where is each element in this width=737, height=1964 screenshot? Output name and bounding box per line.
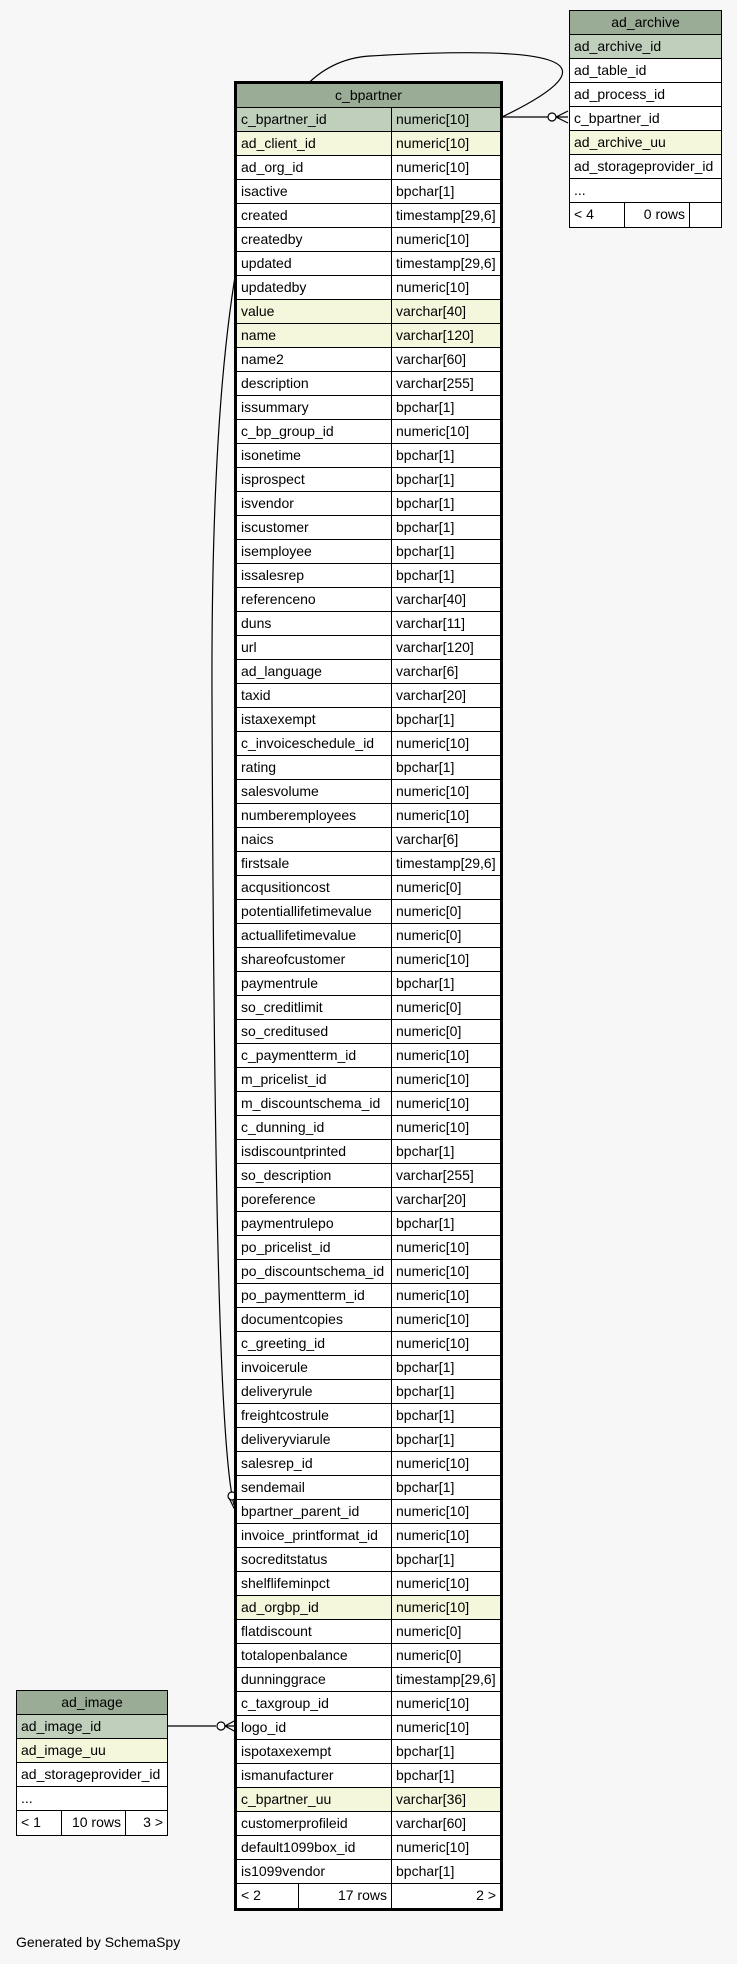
column-name: ad_process_id [574, 86, 666, 102]
column-name: url [237, 636, 392, 659]
column-name: isvendor [237, 492, 392, 515]
column-type: varchar[36] [396, 1791, 467, 1807]
table-row[interactable] [237, 276, 500, 300]
column-name: c_paymentterm_id [237, 1044, 392, 1067]
table-row[interactable] [237, 1068, 500, 1092]
column-type: bpchar[1] [396, 495, 455, 511]
column-type: bpchar[1] [396, 1551, 455, 1567]
column-type: numeric[0] [396, 927, 462, 943]
table-row[interactable] [17, 1763, 167, 1787]
column-type: numeric[10] [396, 807, 470, 823]
column-name: created [237, 204, 392, 227]
column-type: numeric[10] [396, 1695, 470, 1711]
column-name: ad_table_id [574, 62, 647, 78]
column-type: numeric[0] [396, 1623, 462, 1639]
column-name: rating [237, 756, 392, 779]
table-row[interactable] [237, 540, 500, 564]
column-name: socreditstatus [237, 1548, 392, 1571]
column-name: naics [237, 828, 392, 851]
column-name: so_creditused [237, 1020, 392, 1043]
column-name: paymentrule [237, 972, 392, 995]
column-type: varchar[20] [396, 1191, 467, 1207]
column-name: c_greeting_id [237, 1332, 392, 1355]
column-type: numeric[10] [396, 1047, 470, 1063]
table-row[interactable] [570, 107, 721, 131]
column-name: ad_storageprovider_id [21, 1766, 161, 1782]
table-row[interactable] [237, 564, 500, 588]
column-type: varchar[40] [396, 591, 467, 607]
column-type: numeric[0] [396, 999, 462, 1015]
table-row[interactable] [237, 228, 500, 252]
table-row[interactable] [17, 1715, 167, 1739]
column-type: bpchar[1] [396, 975, 455, 991]
column-type: bpchar[1] [396, 1143, 455, 1159]
table-row[interactable] [237, 708, 500, 732]
column-name: sendemail [237, 1476, 392, 1499]
table-row[interactable] [237, 444, 500, 468]
table-row[interactable] [237, 852, 500, 876]
column-type: varchar[120] [396, 327, 474, 343]
table-footer [237, 1884, 500, 1908]
column-name: ad_language [237, 660, 392, 683]
column-name: ad_orgbp_id [237, 1596, 392, 1619]
table-header[interactable]: ad_archive [570, 11, 721, 35]
column-type: varchar[60] [396, 351, 467, 367]
column-name: c_invoiceschedule_id [237, 732, 392, 755]
column-name: c_bpartner_id [574, 110, 660, 126]
relation-archive-optional-marker [548, 113, 556, 121]
relation-image-optional-marker [217, 1722, 225, 1730]
table-row[interactable] [237, 204, 500, 228]
table-row[interactable] [237, 1500, 500, 1524]
children-link[interactable] [690, 203, 721, 227]
column-name: is1099vendor [237, 1860, 392, 1883]
column-type: numeric[10] [396, 1719, 470, 1735]
column-name: acqusitioncost [237, 876, 392, 899]
table-row[interactable] [237, 684, 500, 708]
column-type: numeric[10] [396, 1839, 470, 1855]
table-row[interactable] [237, 1836, 500, 1860]
column-type: bpchar[1] [396, 759, 455, 775]
column-type: varchar[255] [396, 375, 474, 391]
table-row[interactable] [570, 131, 721, 155]
table-row[interactable] [237, 972, 500, 996]
column-name: deliveryrule [237, 1380, 392, 1403]
table-header[interactable]: c_bpartner [237, 84, 500, 108]
column-type: numeric[10] [396, 1527, 470, 1543]
table-row[interactable] [570, 83, 721, 107]
column-name: isdiscountprinted [237, 1140, 392, 1163]
column-name: ... [574, 182, 586, 198]
row-count: 10 rows [62, 1811, 126, 1835]
column-type: numeric[10] [396, 1311, 470, 1327]
table-row[interactable] [237, 1236, 500, 1260]
column-name: ad_storageprovider_id [574, 158, 714, 174]
column-type: timestamp[29,6] [396, 255, 496, 271]
table-row[interactable] [237, 588, 500, 612]
table-row[interactable] [237, 492, 500, 516]
table-row[interactable] [237, 1668, 500, 1692]
column-type: varchar[60] [396, 1815, 467, 1831]
column-name: salesvolume [237, 780, 392, 803]
row-count: 17 rows [299, 1884, 392, 1908]
table-row[interactable] [570, 59, 721, 83]
table-row[interactable] [237, 1860, 500, 1884]
column-type: numeric[10] [396, 735, 470, 751]
column-name: bpartner_parent_id [237, 1500, 392, 1523]
column-name: default1099box_id [237, 1836, 392, 1859]
column-type: varchar[6] [396, 663, 459, 679]
table-row[interactable] [237, 1404, 500, 1428]
column-name: so_creditlimit [237, 996, 392, 1019]
column-type: varchar[20] [396, 687, 467, 703]
column-type: numeric[10] [396, 1335, 470, 1351]
table-row[interactable] [570, 179, 721, 203]
table-row[interactable] [237, 828, 500, 852]
column-name: ad_image_id [21, 1718, 102, 1734]
table-row[interactable] [237, 1332, 500, 1356]
children-link[interactable]: 2 > [476, 1887, 496, 1903]
column-name: taxid [237, 684, 392, 707]
column-name: createdby [237, 228, 392, 251]
column-type: numeric[10] [396, 231, 470, 247]
table-row[interactable] [237, 1284, 500, 1308]
column-name: paymentrulepo [237, 1212, 392, 1235]
column-name: isonetime [237, 444, 392, 467]
table-header[interactable]: ad_image [17, 1691, 167, 1715]
column-type: bpchar[1] [396, 1743, 455, 1759]
table-ad-archive [569, 10, 722, 228]
column-type: timestamp[29,6] [396, 1671, 496, 1687]
column-type: bpchar[1] [396, 471, 455, 487]
column-type: bpchar[1] [396, 1359, 455, 1375]
column-name: salesrep_id [237, 1452, 392, 1475]
table-row[interactable] [237, 1212, 500, 1236]
table-row[interactable] [237, 1092, 500, 1116]
column-type: bpchar[1] [396, 1863, 455, 1879]
column-type: numeric[10] [396, 1095, 470, 1111]
table-row[interactable] [237, 780, 500, 804]
column-name: deliveryviarule [237, 1428, 392, 1451]
relation-archive-crowfoot [556, 111, 568, 123]
column-type: numeric[10] [396, 1239, 470, 1255]
column-type: bpchar[1] [396, 567, 455, 583]
table-row[interactable] [237, 1596, 500, 1620]
column-name: ad_org_id [237, 156, 392, 179]
column-name: totalopenbalance [237, 1644, 392, 1667]
column-name: so_description [237, 1164, 392, 1187]
column-name: invoice_printformat_id [237, 1524, 392, 1547]
column-type: numeric[10] [396, 423, 470, 439]
table-row[interactable] [570, 35, 721, 59]
table-row[interactable] [237, 876, 500, 900]
column-type: numeric[10] [396, 1599, 470, 1615]
column-type: timestamp[29,6] [396, 207, 496, 223]
table-row[interactable] [17, 1787, 167, 1811]
column-type: numeric[10] [396, 159, 470, 175]
column-type: numeric[10] [396, 1071, 470, 1087]
column-name: numberemployees [237, 804, 392, 827]
column-type: numeric[10] [396, 279, 470, 295]
table-row[interactable] [237, 636, 500, 660]
table-row[interactable] [237, 1020, 500, 1044]
table-row[interactable] [237, 252, 500, 276]
table-row[interactable] [237, 1356, 500, 1380]
column-name: m_pricelist_id [237, 1068, 392, 1091]
column-type: numeric[10] [396, 1575, 470, 1591]
column-type: numeric[10] [396, 783, 470, 799]
table-row[interactable] [237, 1764, 500, 1788]
table-row[interactable] [237, 1572, 500, 1596]
table-row[interactable] [237, 1164, 500, 1188]
column-type: numeric[0] [396, 879, 462, 895]
row-count: 0 rows [625, 203, 690, 227]
table-row[interactable] [237, 1260, 500, 1284]
column-type: bpchar[1] [396, 1479, 455, 1495]
column-type: varchar[120] [396, 639, 474, 655]
table-row[interactable] [237, 1140, 500, 1164]
column-name: freightcostrule [237, 1404, 392, 1427]
column-name: po_pricelist_id [237, 1236, 392, 1259]
column-type: bpchar[1] [396, 1431, 455, 1447]
column-type: bpchar[1] [396, 1383, 455, 1399]
column-name: shelflifeminpct [237, 1572, 392, 1595]
column-name: istaxexempt [237, 708, 392, 731]
column-name: customerprofileid [237, 1812, 392, 1835]
column-name: logo_id [237, 1716, 392, 1739]
column-name: dunninggrace [237, 1668, 392, 1691]
table-row[interactable] [237, 180, 500, 204]
table-row[interactable] [570, 155, 721, 179]
generated-by-note: Generated by SchemaSpy [16, 1934, 181, 1950]
table-row[interactable] [237, 1476, 500, 1500]
column-type: numeric[10] [396, 135, 470, 151]
table-row[interactable] [237, 1716, 500, 1740]
column-name: potentiallifetimevalue [237, 900, 392, 923]
parents-link[interactable]: < 1 [17, 1811, 62, 1835]
column-name: c_bp_group_id [237, 420, 392, 443]
column-name: description [237, 372, 392, 395]
table-row[interactable] [237, 300, 500, 324]
column-name: isemployee [237, 540, 392, 563]
column-type: varchar[11] [396, 615, 465, 631]
column-type: numeric[10] [396, 1287, 470, 1303]
column-type: bpchar[1] [396, 519, 455, 535]
column-name: c_dunning_id [237, 1116, 392, 1139]
column-name: po_discountschema_id [237, 1260, 392, 1283]
column-type: bpchar[1] [396, 399, 455, 415]
parents-link[interactable]: < 2 [237, 1884, 299, 1908]
column-name: issalesrep [237, 564, 392, 587]
table-row[interactable] [237, 660, 500, 684]
column-name: ad_archive_uu [574, 134, 666, 150]
column-type: numeric[10] [396, 1263, 470, 1279]
column-name: iscustomer [237, 516, 392, 539]
column-name: ad_archive_id [574, 38, 662, 54]
column-type: bpchar[1] [396, 1767, 455, 1783]
column-name: actuallifetimevalue [237, 924, 392, 947]
table-row[interactable] [237, 1548, 500, 1572]
table-row[interactable] [237, 348, 500, 372]
table-row[interactable] [237, 996, 500, 1020]
table-row[interactable] [237, 372, 500, 396]
column-type: bpchar[1] [396, 1215, 455, 1231]
column-type: numeric[0] [396, 903, 462, 919]
column-type: numeric[0] [396, 1647, 462, 1663]
column-type: bpchar[1] [396, 447, 455, 463]
table-row[interactable] [237, 924, 500, 948]
table-row[interactable] [237, 948, 500, 972]
column-name: name [237, 324, 392, 347]
column-name: firstsale [237, 852, 392, 875]
column-type: varchar[255] [396, 1167, 474, 1183]
column-name: c_bpartner_id [237, 108, 392, 131]
table-row[interactable] [237, 612, 500, 636]
column-type: bpchar[1] [396, 543, 455, 559]
column-name: c_taxgroup_id [237, 1692, 392, 1715]
column-name: ... [21, 1790, 33, 1806]
table-row[interactable] [237, 1044, 500, 1068]
table-row[interactable] [237, 420, 500, 444]
table-row[interactable] [237, 1740, 500, 1764]
column-type: bpchar[1] [396, 711, 455, 727]
column-type: varchar[40] [396, 303, 467, 319]
column-name: ispotaxexempt [237, 1740, 392, 1763]
table-row[interactable] [237, 1620, 500, 1644]
column-type: bpchar[1] [396, 1407, 455, 1423]
column-type: numeric[10] [396, 111, 470, 127]
column-name: ismanufacturer [237, 1764, 392, 1787]
column-name: poreference [237, 1188, 392, 1211]
table-row[interactable] [237, 1812, 500, 1836]
column-name: po_paymentterm_id [237, 1284, 392, 1307]
column-type: numeric[10] [396, 1503, 470, 1519]
column-name: referenceno [237, 588, 392, 611]
column-name: duns [237, 612, 392, 635]
table-row[interactable] [237, 1644, 500, 1668]
column-name: isactive [237, 180, 392, 203]
table-row[interactable] [237, 1308, 500, 1332]
column-name: updated [237, 252, 392, 275]
table-row[interactable] [237, 324, 500, 348]
table-c-bpartner [234, 81, 503, 1911]
column-type: timestamp[29,6] [396, 855, 496, 871]
column-name: name2 [237, 348, 392, 371]
column-type: numeric[10] [396, 1119, 470, 1135]
table-row[interactable] [237, 804, 500, 828]
table-row[interactable] [237, 396, 500, 420]
table-row[interactable] [237, 1788, 500, 1812]
table-row[interactable] [237, 1692, 500, 1716]
table-ad-image [16, 1690, 168, 1836]
column-name: c_bpartner_uu [237, 1788, 392, 1811]
table-row[interactable] [237, 732, 500, 756]
table-row[interactable] [237, 468, 500, 492]
table-row[interactable] [237, 756, 500, 780]
children-link[interactable]: 3 > [143, 1814, 163, 1830]
column-type: numeric[10] [396, 1455, 470, 1471]
table-row[interactable] [237, 156, 500, 180]
column-name: isprospect [237, 468, 392, 491]
table-row[interactable] [237, 132, 500, 156]
table-row[interactable] [237, 900, 500, 924]
column-type: numeric[10] [396, 951, 470, 967]
column-name: issummary [237, 396, 392, 419]
column-name: m_discountschema_id [237, 1092, 392, 1115]
table-row[interactable] [237, 1188, 500, 1212]
table-footer [570, 203, 721, 227]
column-type: numeric[0] [396, 1023, 462, 1039]
table-row[interactable] [237, 1380, 500, 1404]
table-row[interactable] [237, 516, 500, 540]
table-row[interactable] [237, 108, 500, 132]
table-row[interactable] [237, 1524, 500, 1548]
column-name: value [237, 300, 392, 323]
column-name: documentcopies [237, 1308, 392, 1331]
column-name: updatedby [237, 276, 392, 299]
table-row[interactable] [237, 1452, 500, 1476]
column-name: flatdiscount [237, 1620, 392, 1643]
table-row[interactable] [237, 1428, 500, 1452]
column-type: varchar[6] [396, 831, 459, 847]
column-type: bpchar[1] [396, 183, 455, 199]
table-footer [17, 1811, 167, 1835]
column-name: shareofcustomer [237, 948, 392, 971]
column-name: invoicerule [237, 1356, 392, 1379]
table-row[interactable] [17, 1739, 167, 1763]
parents-link[interactable]: < 4 [570, 203, 625, 227]
column-name: ad_image_uu [21, 1742, 106, 1758]
column-name: ad_client_id [237, 132, 392, 155]
table-row[interactable] [237, 1116, 500, 1140]
